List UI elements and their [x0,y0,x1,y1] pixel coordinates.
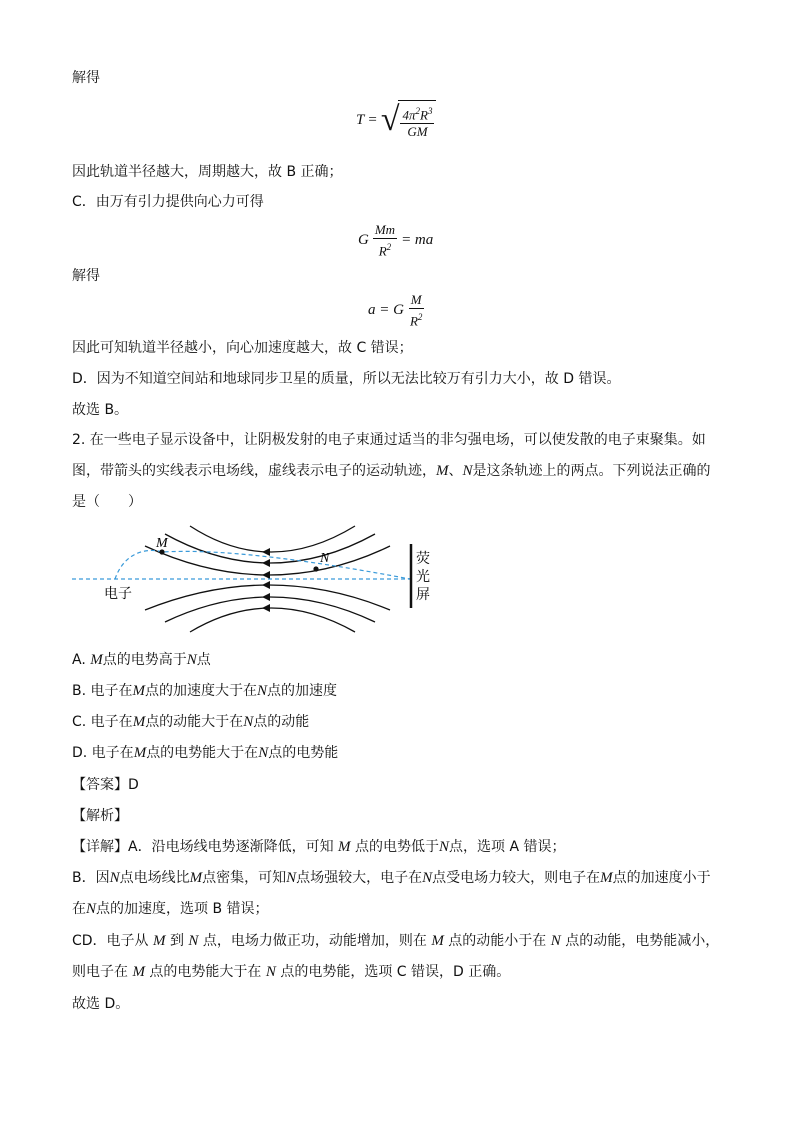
field-line [190,608,355,632]
text-choose-d: 故选 D。 [72,996,130,1012]
equation-acceleration: a = G $\frac{M}{R^2}$ [368,292,423,329]
option-d: D. 电子在M点的电势能大于在N点的电势能 [72,745,339,761]
label-n: N [320,551,330,566]
analysis-heading: 【解析】 [72,808,128,824]
text-jiede-2: 解得 [72,268,100,284]
detail-b: B．因N点电场线比M点密集，可知N点场强较大，电子在N点受电场力较大，则电子在M点的加速度小于在N点的加速度，选项 B 错误； [72,870,711,917]
option-a: A. M点的电势高于N点 [72,652,211,668]
arrow-icon [262,593,270,601]
arrow-icon [262,548,270,556]
label-screen-2: 光 [416,569,430,585]
detail-cd: CD．电子从 M 到 N 点，电场力做正功，动能增加，则在 M 点的动能小于在 N 点的动能，电势能减小，则电子在 M 点的电势能大于在 N 点的电势能，选项 C 错误，D 正确。 [72,933,720,980]
arrow-icon [262,581,270,589]
text-option-c-intro: C．由万有引力提供向心力可得 [72,194,264,210]
option-b: B. 电子在M点的加速度大于在N点的加速度 [72,683,338,699]
field-arrows [262,548,270,612]
detail-a: 【详解】A．沿电场线电势逐渐降低，可知 M 点的电势低于N点，选项 A 错误； [72,839,566,855]
answer: 【答案】D [72,777,139,793]
text-conclusion-c: 因此可知轨道半径越小，向心加速度越大，故 C 错误； [72,340,413,356]
option-c: C. 电子在M点的动能大于在N点的动能 [72,714,310,730]
sqrt-symbol: √ $\frac{4\pi^2R^3}{GM}$ [381,100,437,140]
equation-gravity: G $\frac{Mm}{R^2}$ = ma [358,222,434,259]
text-choose-b: 故选 B。 [72,402,129,418]
point-n [313,566,318,571]
electric-field-diagram [70,520,450,640]
text-conclusion-d: D．因为不知道空间站和地球同步卫星的质量，所以无法比较万有引力大小，故 D 错误。 [72,371,621,387]
field-line [190,526,355,552]
arrow-icon [262,604,270,612]
text-jiede-1: 解得 [72,70,100,86]
equation-period: T = √ $\frac{4\pi^2R^3}{GM}$ [356,100,436,140]
label-screen-1: 荧 [416,551,430,567]
label-m: M [156,536,168,551]
label-screen-3: 屏 [416,587,430,603]
question-2-stem: 2. 在一些电子显示设备中，让阴极发射的电子束通过适当的非匀强电场，可以使发散的电子束聚集。如图，带箭头的实线表示电场线，虚线表示电子的运动轨迹，M、N是这条轨迹上的两点。下列说法正确的是（ ） [72,432,711,510]
label-electron: 电子 [104,586,132,602]
arrow-icon [262,559,270,567]
text-conclusion-b: 因此轨道半径越大，周期越大，故 B 正确； [72,164,343,180]
arrow-icon [262,571,270,579]
